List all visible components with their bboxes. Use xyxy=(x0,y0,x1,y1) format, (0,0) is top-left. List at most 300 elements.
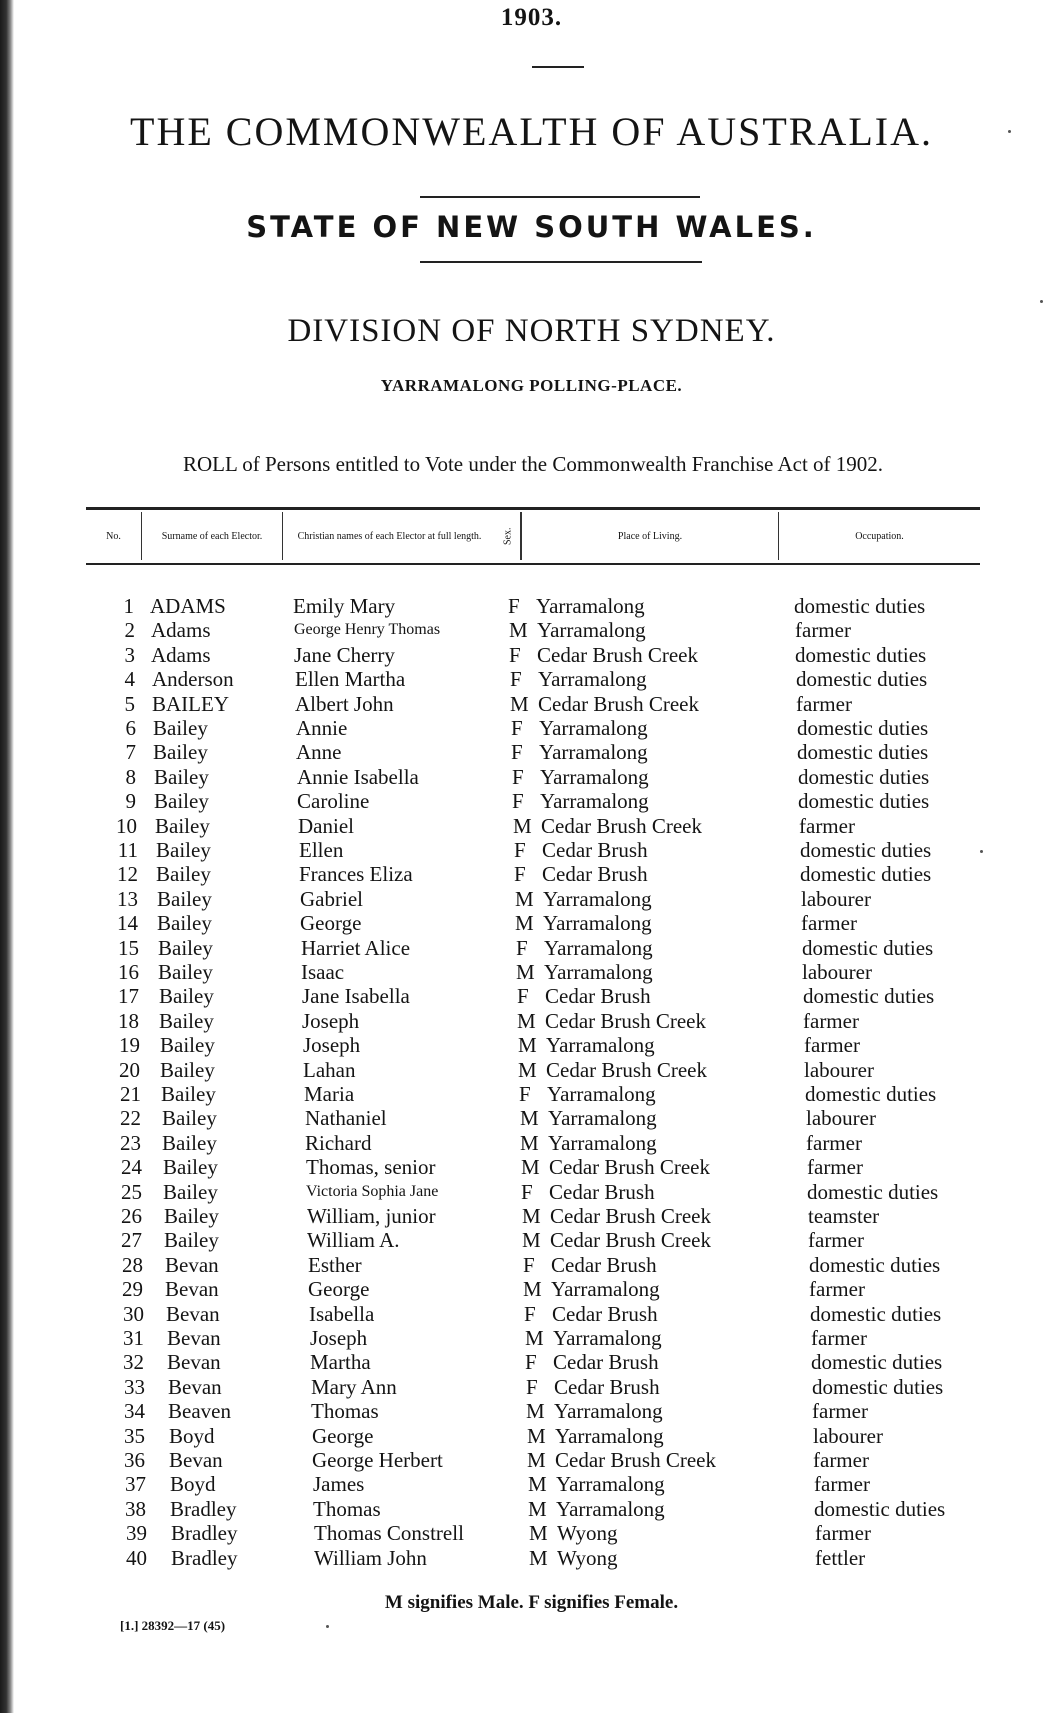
cell-occupation: domestic duties xyxy=(797,740,929,765)
cell-occupation: domestic duties xyxy=(795,642,927,667)
cell-place-of-living: Cedar Brush xyxy=(545,984,651,1009)
cell-christian-names: Thomas, senior xyxy=(306,1155,436,1180)
cell-number: 21 xyxy=(120,1082,141,1106)
cell-christian-names: Isaac xyxy=(301,960,345,984)
cell-place-of-living: Cedar Brush xyxy=(554,1374,660,1399)
cell-number: 39 xyxy=(126,1521,147,1546)
cell-number: 26 xyxy=(121,1204,142,1228)
state-rule xyxy=(420,261,702,263)
table-row xyxy=(0,765,1063,789)
cell-christian-names: William John xyxy=(314,1545,427,1570)
cell-surname: Bailey xyxy=(162,1130,217,1155)
table-row xyxy=(0,960,1063,984)
cell-sex: F xyxy=(525,1350,537,1375)
cell-surname: Bevan xyxy=(166,1301,220,1326)
cell-occupation: teamster xyxy=(808,1204,880,1228)
printer-imprint: [1.] 28392—17 (45) xyxy=(120,1618,226,1633)
cell-occupation: farmer xyxy=(807,1155,863,1180)
cell-christian-names: Annie xyxy=(296,716,348,740)
cell-occupation: farmer xyxy=(809,1277,865,1302)
cell-place-of-living: Cedar Brush Creek xyxy=(555,1448,716,1472)
cell-christian-names: Emily Mary xyxy=(293,594,396,618)
table-row xyxy=(0,1302,1063,1326)
cell-place-of-living: Yarramalong xyxy=(554,1399,663,1424)
cell-surname: Bailey xyxy=(154,789,209,814)
cell-occupation: farmer xyxy=(795,618,851,643)
ink-speck xyxy=(1040,300,1043,303)
cell-christian-names: George xyxy=(312,1423,374,1448)
cell-number: 16 xyxy=(118,960,139,984)
cell-place-of-living: Cedar Brush Creek xyxy=(546,1057,707,1082)
cell-sex: F xyxy=(516,935,528,960)
cell-occupation: farmer xyxy=(811,1326,867,1350)
commonwealth-title: THE COMMONWEALTH OF AUSTRALIA. xyxy=(130,109,933,154)
cell-number: 22 xyxy=(120,1106,141,1131)
cell-christian-names: George xyxy=(308,1277,370,1302)
cell-occupation: domestic duties xyxy=(798,764,930,789)
cell-occupation: farmer xyxy=(814,1472,870,1497)
cell-occupation: labourer xyxy=(806,1106,876,1131)
cell-number: 19 xyxy=(119,1033,140,1058)
table-row xyxy=(0,1375,1063,1399)
cell-place-of-living: Cedar Brush Creek xyxy=(537,642,698,667)
cell-occupation: fettler xyxy=(815,1545,866,1570)
cell-surname: Bailey xyxy=(157,911,212,936)
cell-place-of-living: Yarramalong xyxy=(536,594,645,618)
cell-christian-names: Caroline xyxy=(297,789,370,814)
table-row xyxy=(0,1009,1063,1033)
sex-legend: M signifies Male. F signifies Female. xyxy=(384,1592,679,1613)
cell-surname: Bevan xyxy=(165,1277,219,1302)
cell-christian-names: George Herbert xyxy=(312,1448,443,1472)
table-row xyxy=(0,1399,1063,1423)
table-row xyxy=(0,716,1063,740)
cell-surname: Bailey xyxy=(159,1008,214,1033)
cell-sex: F xyxy=(510,667,522,692)
cell-sex: M xyxy=(518,1057,537,1082)
cell-christian-names: Martha xyxy=(310,1350,371,1375)
cell-surname: Bevan xyxy=(167,1350,221,1375)
table-row xyxy=(0,1424,1063,1448)
cell-place-of-living: Cedar Brush Creek xyxy=(549,1155,710,1180)
cell-sex: F xyxy=(511,740,523,765)
cell-christian-names: Thomas xyxy=(311,1399,379,1424)
cell-surname: Bailey xyxy=(153,740,208,765)
table-row xyxy=(0,1131,1063,1155)
table-row xyxy=(0,887,1063,911)
cell-occupation: domestic duties xyxy=(812,1374,944,1399)
cell-sex: F xyxy=(526,1374,538,1399)
cell-surname: Bailey xyxy=(158,935,213,960)
cell-number: 34 xyxy=(124,1399,145,1424)
cell-surname: Bailey xyxy=(163,1155,218,1180)
cell-number: 15 xyxy=(118,935,139,960)
cell-christian-names: William A. xyxy=(307,1228,400,1253)
table-row xyxy=(0,740,1063,764)
table-row xyxy=(0,814,1063,838)
cell-surname: Bailey xyxy=(155,813,210,838)
cell-surname: Bradley xyxy=(171,1521,238,1546)
cell-surname: Bailey xyxy=(159,984,214,1009)
cell-place-of-living: Yarramalong xyxy=(551,1277,660,1302)
cell-surname: Bailey xyxy=(156,838,211,862)
cell-christian-names: Isabella xyxy=(309,1301,375,1326)
cell-sex: M xyxy=(513,813,532,838)
cell-place-of-living: Wyong xyxy=(557,1545,618,1570)
cell-christian-names: Jane Isabella xyxy=(302,984,410,1009)
cell-occupation: domestic duties xyxy=(802,935,934,960)
cell-occupation: farmer xyxy=(801,911,857,936)
cell-occupation: labourer xyxy=(813,1423,883,1448)
cell-number: 18 xyxy=(118,1008,139,1033)
cell-sex: M xyxy=(520,1130,539,1155)
cell-occupation: farmer xyxy=(806,1130,862,1155)
cell-surname: Beaven xyxy=(168,1399,231,1424)
cell-christian-names: Richard xyxy=(305,1130,372,1155)
cell-sex: M xyxy=(529,1521,548,1546)
cell-christian-names: Annie Isabella xyxy=(297,764,419,789)
cell-surname: Bailey xyxy=(164,1228,219,1253)
cell-surname: Anderson xyxy=(152,667,234,692)
cell-place-of-living: Cedar Brush Creek xyxy=(545,1008,706,1033)
cell-number: 40 xyxy=(126,1545,147,1570)
cell-occupation: domestic duties xyxy=(810,1301,942,1326)
table-row xyxy=(0,1253,1063,1277)
cell-place-of-living: Yarramalong xyxy=(540,789,649,814)
table-row xyxy=(0,618,1063,642)
table-row xyxy=(0,594,1063,618)
cell-number: 3 xyxy=(124,642,135,667)
table-row xyxy=(0,1033,1063,1057)
cell-number: 24 xyxy=(121,1155,142,1180)
cell-place-of-living: Yarramalong xyxy=(539,740,648,765)
cell-sex: F xyxy=(511,716,523,740)
cell-number: 37 xyxy=(125,1472,146,1497)
cell-place-of-living: Cedar Brush xyxy=(552,1301,658,1326)
cell-surname: Bradley xyxy=(170,1496,237,1521)
table-row xyxy=(0,838,1063,862)
cell-number: 17 xyxy=(118,984,139,1009)
table-row xyxy=(0,643,1063,667)
cell-christian-names: Jane Cherry xyxy=(294,642,395,667)
roll-year: 1903. xyxy=(500,4,563,31)
cell-christian-names: Victoria Sophia Jane xyxy=(306,1182,439,1200)
column-header-occupation: Occupation. xyxy=(778,512,980,560)
cell-christian-names: Lahan xyxy=(303,1057,356,1082)
cell-occupation: domestic duties xyxy=(809,1252,941,1277)
cell-occupation: labourer xyxy=(802,960,872,984)
cell-sex: F xyxy=(512,789,524,814)
cell-occupation: farmer xyxy=(803,1008,859,1033)
table-row xyxy=(0,1472,1063,1496)
cell-sex: F xyxy=(523,1252,535,1277)
division-title: DIVISION OF NORTH SYDNEY. xyxy=(287,313,776,349)
cell-number: 36 xyxy=(124,1448,145,1472)
cell-christian-names: Maria xyxy=(304,1082,355,1106)
cell-place-of-living: Yarramalong xyxy=(540,764,649,789)
cell-christian-names: Joseph xyxy=(303,1033,361,1058)
cell-occupation: domestic duties xyxy=(798,789,930,814)
cell-place-of-living: Yarramalong xyxy=(544,935,653,960)
table-row xyxy=(0,1326,1063,1350)
cell-number: 6 xyxy=(125,716,136,740)
cell-number: 28 xyxy=(122,1252,143,1277)
cell-number: 32 xyxy=(123,1350,144,1375)
cell-occupation: farmer xyxy=(812,1399,868,1424)
table-row xyxy=(0,1448,1063,1472)
cell-number: 5 xyxy=(124,691,135,716)
cell-number: 25 xyxy=(121,1179,142,1204)
cell-sex: M xyxy=(528,1472,547,1497)
cell-christian-names: Daniel xyxy=(298,813,354,838)
cell-surname: Bailey xyxy=(163,1179,218,1204)
cell-number: 11 xyxy=(117,838,138,862)
column-header-sex: Sex. xyxy=(496,512,521,560)
cell-surname: ADAMS xyxy=(150,594,226,618)
cell-number: 20 xyxy=(119,1057,140,1082)
cell-christian-names: James xyxy=(313,1472,365,1497)
cell-christian-names: Joseph xyxy=(310,1326,368,1350)
column-header-surname: Surname of each Elector. xyxy=(141,512,282,560)
cell-number: 38 xyxy=(125,1496,146,1521)
cell-place-of-living: Yarramalong xyxy=(548,1106,657,1131)
cell-surname: Bevan xyxy=(169,1448,223,1472)
cell-christian-names: Ellen Martha xyxy=(295,667,406,692)
cell-surname: Boyd xyxy=(170,1472,216,1497)
cell-surname: Bailey xyxy=(157,886,212,911)
cell-number: 35 xyxy=(124,1423,145,1448)
cell-place-of-living: Cedar Brush xyxy=(549,1179,655,1204)
cell-surname: Bailey xyxy=(161,1082,216,1106)
table-header-top-rule xyxy=(86,507,980,510)
cell-occupation: farmer xyxy=(813,1448,869,1472)
cell-surname: BAILEY xyxy=(152,691,229,716)
table-row xyxy=(0,1155,1063,1179)
cell-occupation: domestic duties xyxy=(803,984,935,1009)
cell-christian-names: George Henry Thomas xyxy=(294,621,441,639)
cell-occupation: domestic duties xyxy=(814,1496,946,1521)
cell-christian-names: William, junior xyxy=(307,1204,436,1228)
table-row xyxy=(0,1082,1063,1106)
cell-place-of-living: Yarramalong xyxy=(537,618,646,643)
cell-number: 14 xyxy=(117,911,138,936)
cell-sex: M xyxy=(529,1545,548,1570)
cell-christian-names: Gabriel xyxy=(300,886,363,911)
cell-place-of-living: Cedar Brush xyxy=(542,862,648,887)
cell-sex: F xyxy=(521,1179,533,1204)
table-row xyxy=(0,1106,1063,1130)
cell-sex: F xyxy=(509,642,521,667)
cell-sex: M xyxy=(520,1106,539,1131)
cell-place-of-living: Yarramalong xyxy=(543,911,652,936)
cell-place-of-living: Yarramalong xyxy=(556,1496,665,1521)
cell-surname: Bailey xyxy=(164,1204,219,1228)
cell-sex: F xyxy=(514,838,526,862)
cell-place-of-living: Yarramalong xyxy=(544,960,653,984)
cell-occupation: domestic duties xyxy=(800,838,932,862)
cell-number: 30 xyxy=(123,1301,144,1326)
cell-sex: M xyxy=(528,1496,547,1521)
ink-speck xyxy=(1008,130,1011,133)
cell-place-of-living: Cedar Brush xyxy=(542,838,648,862)
cell-number: 1 xyxy=(123,594,134,618)
cell-sex: M xyxy=(516,960,535,984)
cell-place-of-living: Cedar Brush Creek xyxy=(550,1228,711,1253)
cell-number: 33 xyxy=(124,1374,145,1399)
ink-speck xyxy=(980,850,983,853)
cell-number: 8 xyxy=(125,764,136,789)
table-row xyxy=(0,1497,1063,1521)
cell-sex: M xyxy=(509,618,528,643)
cell-sex: M xyxy=(523,1277,542,1302)
cell-sex: M xyxy=(527,1423,546,1448)
table-row xyxy=(0,1058,1063,1082)
column-header-place-of-living: Place of Living. xyxy=(521,512,778,560)
cell-surname: Bevan xyxy=(165,1252,219,1277)
cell-christian-names: Nathaniel xyxy=(305,1106,387,1131)
cell-occupation: domestic duties xyxy=(796,667,928,692)
cell-sex: M xyxy=(521,1155,540,1180)
cell-occupation: domestic duties xyxy=(800,862,932,887)
cell-sex: F xyxy=(519,1082,531,1106)
table-row xyxy=(0,1180,1063,1204)
table-row xyxy=(0,1204,1063,1228)
cell-occupation: farmer xyxy=(796,691,852,716)
year-rule xyxy=(532,66,584,68)
cell-sex: M xyxy=(517,1008,536,1033)
cell-number: 2 xyxy=(124,618,135,643)
cell-place-of-living: Cedar Brush Creek xyxy=(538,691,699,716)
cell-christian-names: Mary Ann xyxy=(311,1374,397,1399)
column-header-christian-names: Christian names of each Elector at full length. xyxy=(282,512,496,560)
title-rule xyxy=(420,196,700,198)
cell-surname: Bailey xyxy=(158,960,213,984)
cell-christian-names: Ellen xyxy=(299,838,344,862)
cell-occupation: farmer xyxy=(799,813,855,838)
cell-occupation: domestic duties xyxy=(811,1350,943,1375)
cell-surname: Bailey xyxy=(160,1057,215,1082)
cell-number: 10 xyxy=(116,813,137,838)
cell-occupation: labourer xyxy=(801,886,871,911)
cell-surname: Bailey xyxy=(160,1033,215,1058)
cell-christian-names: Anne xyxy=(296,740,342,765)
cell-occupation: domestic duties xyxy=(807,1179,939,1204)
cell-surname: Bailey xyxy=(162,1106,217,1131)
cell-occupation: domestic duties xyxy=(794,594,926,618)
cell-sex: F xyxy=(524,1301,536,1326)
cell-place-of-living: Yarramalong xyxy=(548,1130,657,1155)
cell-surname: Adams xyxy=(151,618,211,643)
table-row xyxy=(0,1228,1063,1252)
cell-sex: M xyxy=(518,1033,537,1058)
polling-place-title: YARRAMALONG POLLING-PLACE. xyxy=(380,376,683,395)
cell-occupation: domestic duties xyxy=(797,716,929,740)
cell-place-of-living: Cedar Brush Creek xyxy=(541,813,702,838)
cell-christian-names: Thomas xyxy=(313,1496,381,1521)
cell-christian-names: Esther xyxy=(308,1252,362,1277)
cell-surname: Boyd xyxy=(169,1423,215,1448)
cell-number: 23 xyxy=(120,1130,141,1155)
table-row xyxy=(0,862,1063,886)
cell-occupation: farmer xyxy=(804,1033,860,1058)
cell-occupation: labourer xyxy=(804,1057,874,1082)
cell-sex: M xyxy=(526,1399,545,1424)
cell-sex: M xyxy=(515,911,534,936)
cell-number: 29 xyxy=(122,1277,143,1302)
cell-sex: M xyxy=(525,1326,544,1350)
cell-sex: F xyxy=(517,984,529,1009)
cell-occupation: farmer xyxy=(815,1521,871,1546)
cell-place-of-living: Cedar Brush Creek xyxy=(550,1204,711,1228)
table-row xyxy=(0,1350,1063,1374)
table-header-bottom-rule xyxy=(86,563,980,565)
cell-surname: Bailey xyxy=(156,862,211,887)
ink-speck xyxy=(326,1625,329,1628)
cell-surname: Bailey xyxy=(153,716,208,740)
table-row xyxy=(0,667,1063,691)
cell-christian-names: Albert John xyxy=(295,691,394,716)
cell-sex: F xyxy=(512,764,524,789)
cell-number: 13 xyxy=(117,886,138,911)
cell-number: 12 xyxy=(117,862,138,887)
cell-occupation: farmer xyxy=(808,1228,864,1253)
cell-sex: M xyxy=(522,1204,541,1228)
table-row xyxy=(0,789,1063,813)
cell-surname: Bevan xyxy=(168,1374,222,1399)
cell-sex: M xyxy=(515,886,534,911)
cell-number: 27 xyxy=(121,1228,142,1253)
cell-number: 31 xyxy=(123,1326,144,1350)
cell-place-of-living: Yarramalong xyxy=(556,1472,665,1497)
cell-place-of-living: Yarramalong xyxy=(538,667,647,692)
cell-surname: Bevan xyxy=(167,1326,221,1350)
cell-sex: M xyxy=(527,1448,546,1472)
table-row xyxy=(0,1546,1063,1570)
table-row xyxy=(0,1277,1063,1301)
cell-place-of-living: Cedar Brush xyxy=(553,1350,659,1375)
cell-occupation: domestic duties xyxy=(805,1082,937,1106)
column-header-no: No. xyxy=(106,530,121,542)
table-row xyxy=(0,911,1063,935)
cell-sex: M xyxy=(510,691,529,716)
cell-number: 7 xyxy=(125,740,136,765)
cell-surname: Adams xyxy=(151,642,211,667)
cell-place-of-living: Yarramalong xyxy=(543,886,652,911)
cell-christian-names: George xyxy=(300,911,362,936)
cell-christian-names: Frances Eliza xyxy=(299,862,413,887)
table-row xyxy=(0,984,1063,1008)
cell-number: 4 xyxy=(124,667,135,692)
cell-sex: F xyxy=(508,594,520,618)
cell-place-of-living: Yarramalong xyxy=(555,1423,664,1448)
cell-place-of-living: Cedar Brush xyxy=(551,1252,657,1277)
cell-surname: Bailey xyxy=(154,764,209,789)
cell-place-of-living: Wyong xyxy=(557,1521,618,1546)
cell-place-of-living: Yarramalong xyxy=(553,1326,662,1350)
cell-number: 9 xyxy=(125,789,136,814)
table-row xyxy=(0,1521,1063,1545)
cell-sex: F xyxy=(514,862,526,887)
cell-sex: M xyxy=(522,1228,541,1253)
cell-place-of-living: Yarramalong xyxy=(547,1082,656,1106)
cell-christian-names: Harriet Alice xyxy=(301,935,411,960)
state-title: STATE OF NEW SOUTH WALES. xyxy=(246,210,817,244)
cell-surname: Bradley xyxy=(171,1545,238,1570)
cell-place-of-living: Yarramalong xyxy=(546,1033,655,1058)
cell-christian-names: Joseph xyxy=(302,1008,360,1033)
table-row xyxy=(0,692,1063,716)
cell-place-of-living: Yarramalong xyxy=(539,716,648,740)
